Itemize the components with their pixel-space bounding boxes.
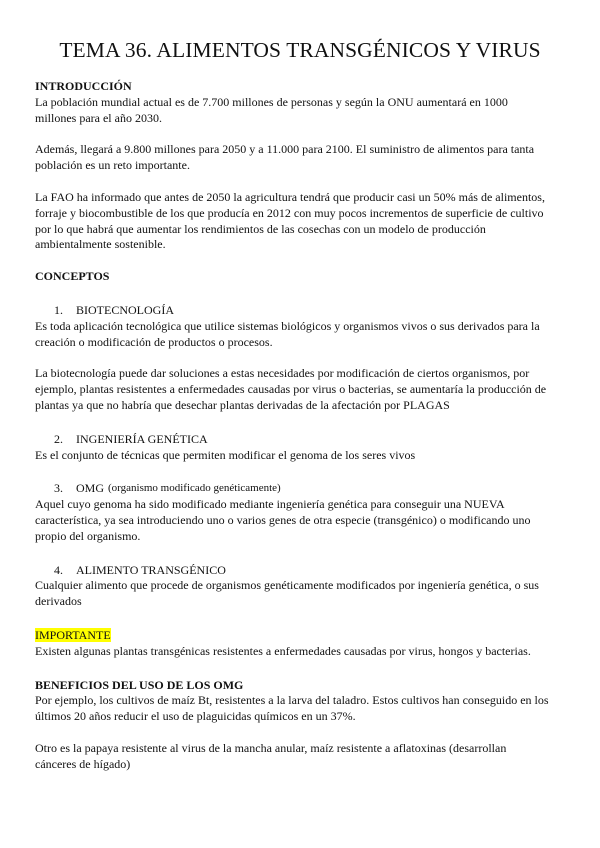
page-title: TEMA 36. ALIMENTOS TRANSGÉNICOS Y VIRUS — [59, 38, 541, 62]
section-heading-introduccion: INTRODUCCIÓN — [35, 79, 132, 93]
concept-paragraph: Es toda aplicación tecnológica que utilice sistemas biológicos y organismos vivos o sus derivados para la creación o modificación de productos o procesos. — [35, 318, 540, 349]
list-label: INGENIERÍA GENÉTICA — [76, 431, 208, 446]
list-number: 1. — [54, 302, 63, 317]
list-number: 2. — [54, 431, 63, 446]
list-label-suffix: (organismo modificado genéticamente) — [108, 482, 281, 495]
list-number: 4. — [54, 562, 63, 577]
list-number: 3. — [54, 481, 63, 496]
intro-paragraph-3: La FAO ha informado que antes de 2050 la agricultura tendrá que producir casi un 50% más de alimentos, forraje y biocombustible de los que producía en 2012 con muy pocos incrementos de superficie de cultivo por lo que habrá que aumentar los rendimientos de las cosechas con un modelo de producción ambientalmente sostenible. — [35, 189, 545, 252]
list-item-omg — [35, 481, 550, 497]
importante-label: IMPORTANTE — [35, 627, 111, 642]
beneficios-paragraph-1: Por ejemplo, los cultivos de maíz Bt, resistentes a la larva del taladro. Estos cultivos han conseguido en los últimos 20 años reducir el uso de plaguicidas químicos en un 37%. — [35, 693, 549, 724]
concept-paragraph: La biotecnología puede dar soluciones a estas necesidades por modificación de ciertos organismos, por ejemplo, plantas resistentes a enfermedades causadas por virus o bacterias, se aumentaría la producción de plantas ya que no habría que desechar plantas derivadas de la afectación por PLAGAS — [35, 366, 547, 412]
importante-text: Existen algunas plantas transgénicas resistentes a enfermedades causadas por virus, hongos y bacterias. — [35, 643, 531, 658]
beneficios-paragraph-2: Otro es la papaya resistente al virus de la mancha anular, maíz resistente a aflatoxinas (desarrollan cánceres de hígado) — [35, 740, 507, 771]
list-label: OMG — [76, 481, 105, 496]
list-label: ALIMENTO TRANSGÉNICO — [76, 562, 226, 577]
list-item-alimento-transgenico — [35, 563, 550, 579]
concept-paragraph: Es el conjunto de técnicas que permiten modificar el genoma de los seres vivos — [35, 447, 416, 462]
list-item-biotecnologia — [35, 303, 550, 319]
intro-paragraph-1: La población mundial actual es de 7.700 millones de personas y según la ONU aumentará en 1000 millones para el año 2030. — [35, 94, 508, 125]
intro-paragraph-2: Además, llegará a 9.800 millones para 2050 y a 11.000 para 2100. El suministro de alimentos para tanta población es un reto importante. — [35, 142, 535, 173]
document-body — [35, 79, 550, 773]
concept-paragraph: Cualquier alimento que procede de organismos genéticamente modificados por ingeniería genética, o sus derivados — [35, 578, 539, 609]
list-item-ingenieria-genetica — [35, 432, 550, 448]
list-label: BIOTECNOLOGÍA — [76, 302, 174, 317]
concept-paragraph: Aquel cuyo genoma ha sido modificado mediante ingeniería genética para conseguir una NUEVA característica, ya sea introduciendo uno o varios genes de otra especie (transgénico) o modificando uno propio del organismo. — [35, 497, 531, 543]
section-heading-beneficios: BENEFICIOS DEL USO DE LOS OMG — [35, 677, 244, 692]
section-heading-conceptos: CONCEPTOS — [35, 269, 110, 284]
